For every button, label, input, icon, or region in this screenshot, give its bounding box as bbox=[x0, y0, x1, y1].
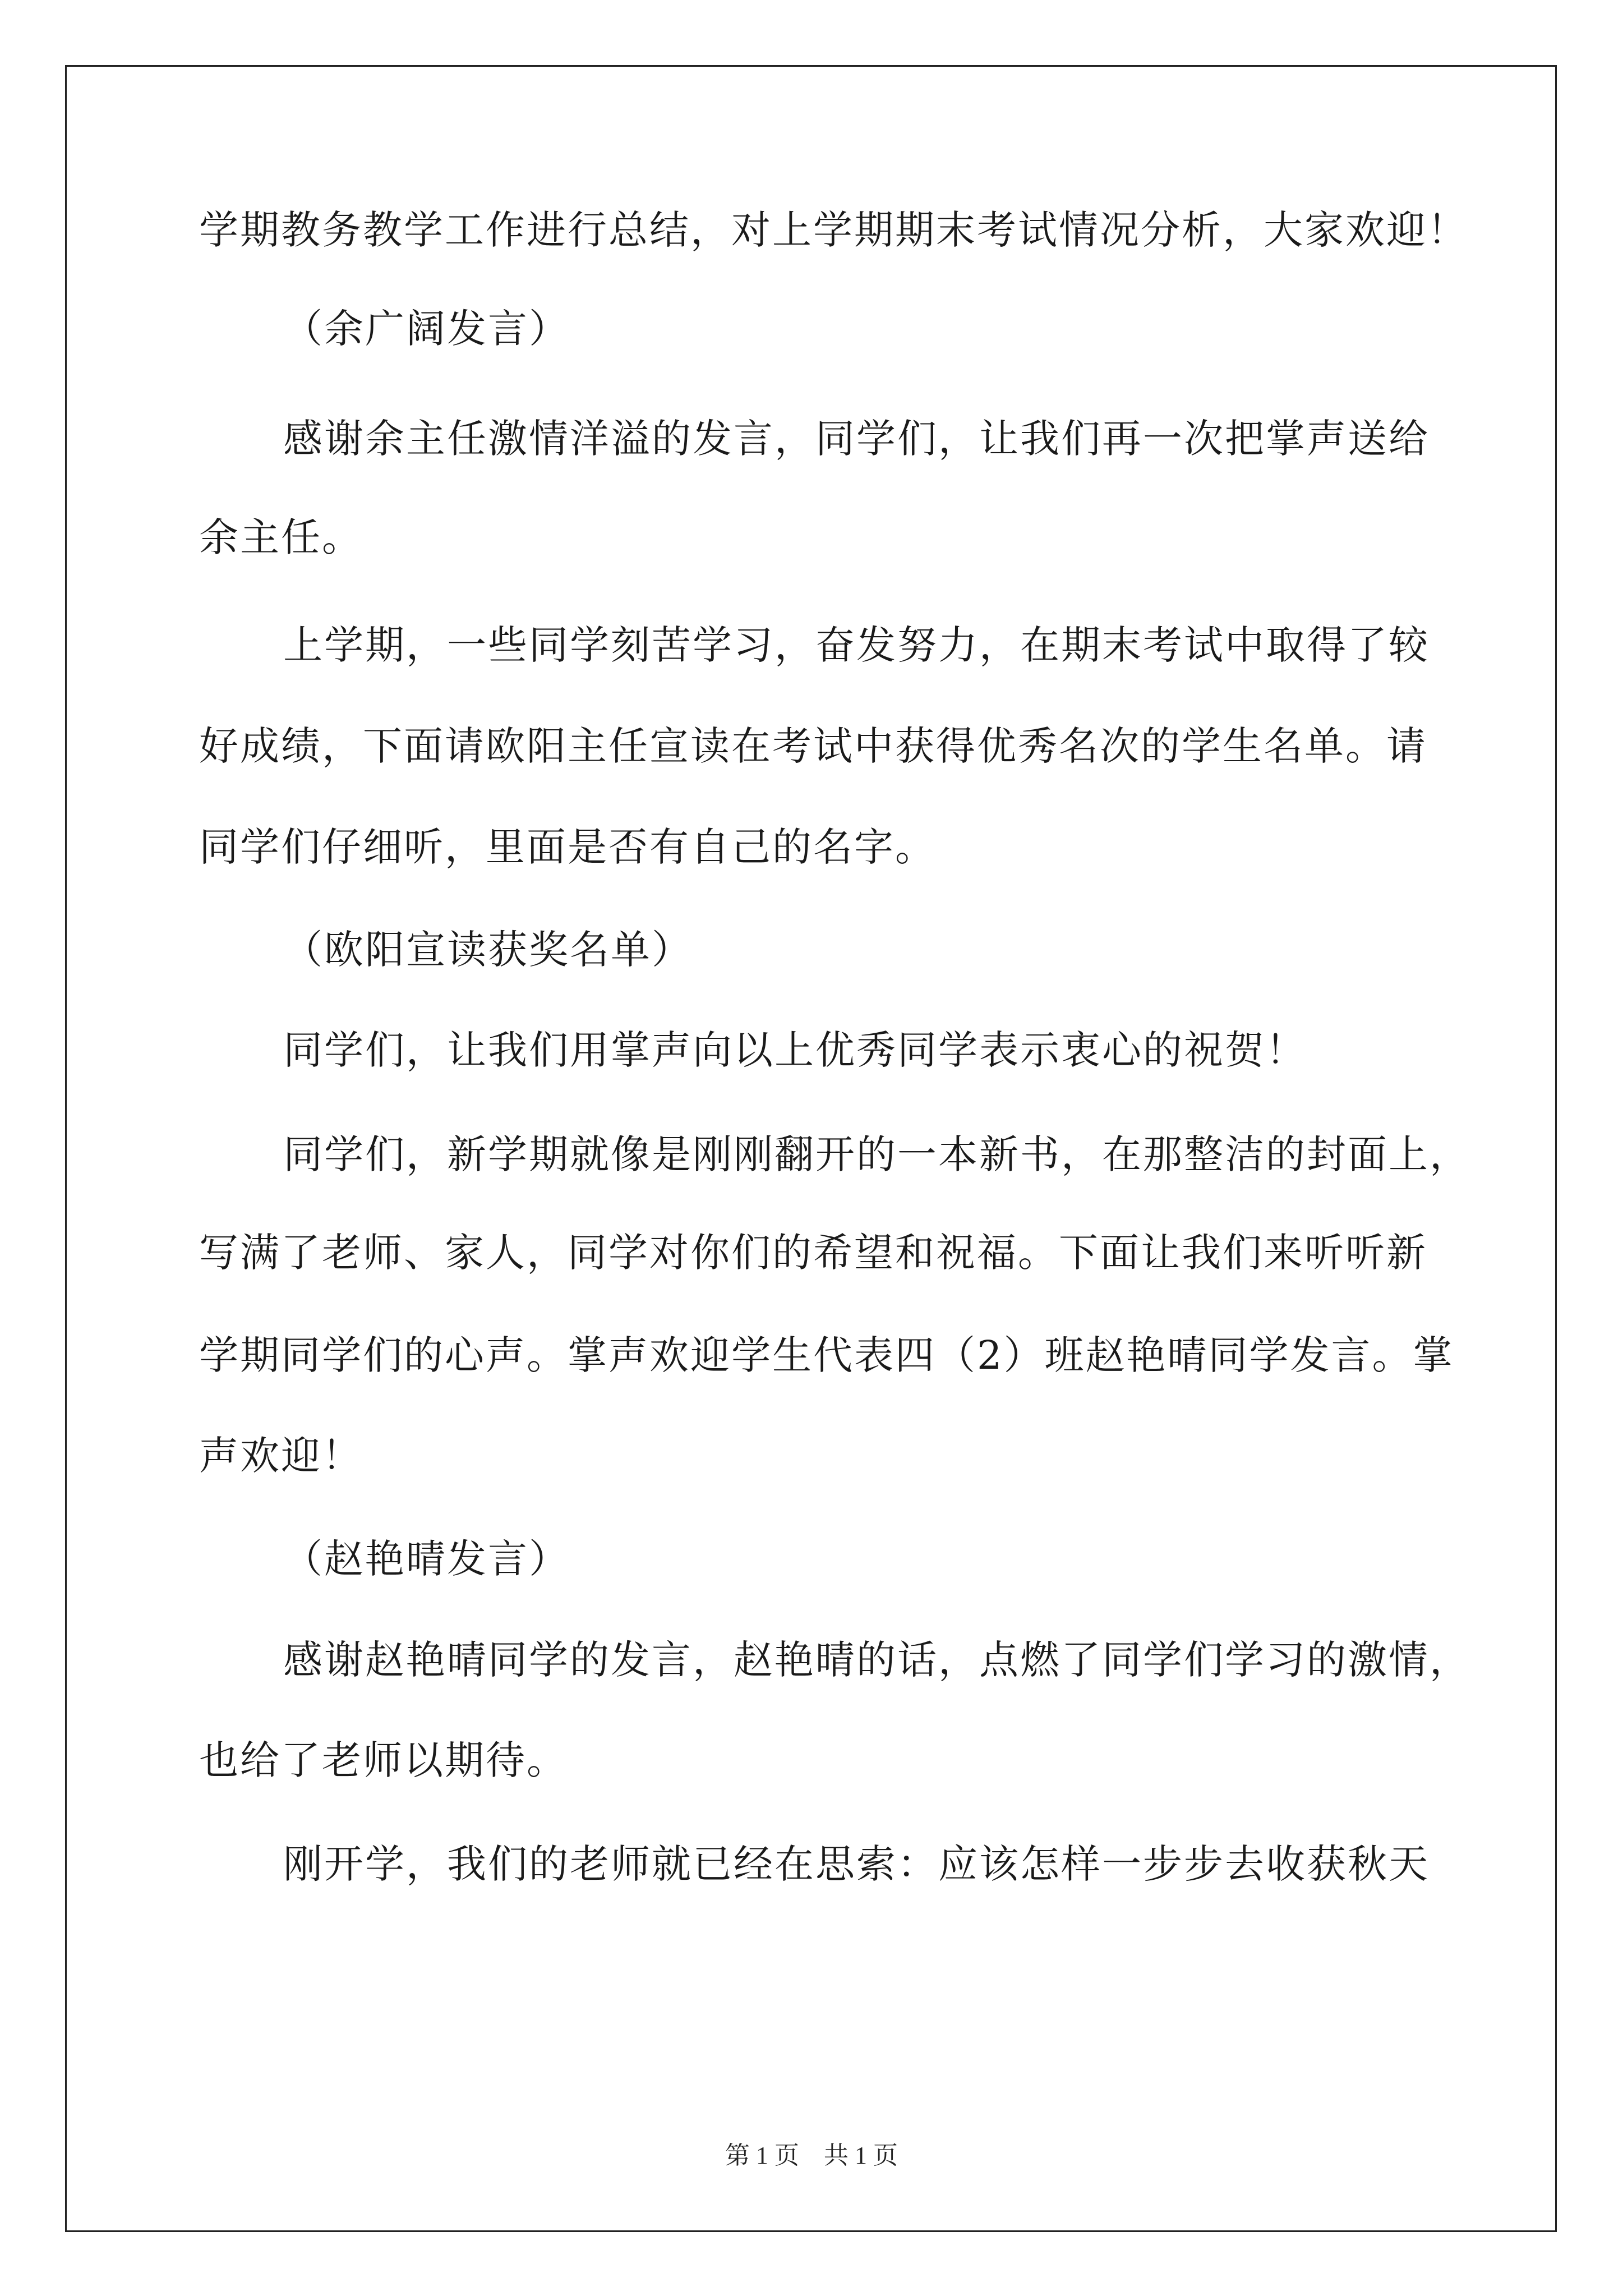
text-line: （余广阔发言） bbox=[283, 306, 570, 352]
text-line: 感谢余主任激情洋溢的发言，同学们，让我们再一次把掌声送给 bbox=[283, 416, 1430, 462]
text-line: 学期同学们的心声。掌声欢迎学生代表四（2）班赵艳晴同学发言。掌 bbox=[199, 1332, 1454, 1378]
text-line: 同学们，新学期就像是刚刚翻开的一本新书，在那整洁的封面上， bbox=[283, 1131, 1470, 1177]
text-line: 余主任。 bbox=[199, 514, 363, 560]
text-line: 刚开学，我们的老师就已经在思索：应该怎样一步步去收获秋天 bbox=[283, 1841, 1430, 1887]
text-line: 感谢赵艳晴同学的发言，赵艳晴的话，点燃了同学们学习的激情， bbox=[283, 1637, 1470, 1683]
text-line: 声欢迎！ bbox=[199, 1433, 363, 1479]
text-line: 同学们，让我们用掌声向以上优秀同学表示衷心的祝贺！ bbox=[283, 1027, 1307, 1073]
text-line: （赵艳晴发言） bbox=[283, 1536, 570, 1582]
text-line: 好成绩，下面请欧阳主任宣读在考试中获得优秀名次的学生名单。请 bbox=[199, 723, 1427, 769]
page-footer bbox=[0, 2139, 1623, 2173]
text-line: 同学们仔细听，里面是否有自己的名字。 bbox=[199, 824, 936, 870]
page-number: 第 1 页 bbox=[725, 2142, 799, 2169]
text-line: 也给了老师以期待。 bbox=[199, 1737, 568, 1783]
text-line: 写满了老师、家人，同学对你们的希望和祝福。下面让我们来听听新 bbox=[199, 1230, 1427, 1276]
text-line: 学期教务教学工作进行总结，对上学期期末考试情况分析，大家欢迎！ bbox=[199, 207, 1468, 253]
text-line: 上学期，一些同学刻苦学习，奋发努力，在期末考试中取得了较 bbox=[283, 622, 1430, 668]
page-total: 共 1 页 bbox=[824, 2142, 898, 2169]
text-line: （欧阳宣读获奖名单） bbox=[283, 927, 693, 973]
